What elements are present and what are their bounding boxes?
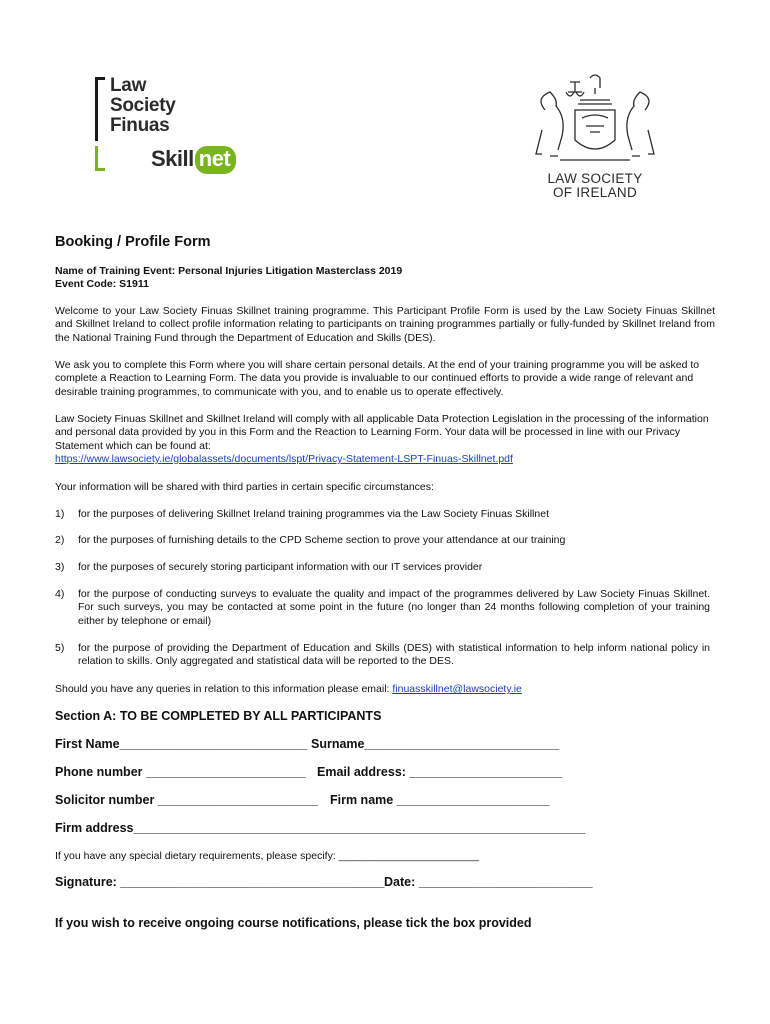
list-item: for the purposes of furnishing details to the CPD Scheme section to prove your attendance at our training: [78, 534, 566, 546]
surname-field[interactable]: Surname____________________________: [311, 737, 560, 751]
list-item: for the purposes of delivering Skillnet Ireland training programmes via the Law Society Finuas Skillnet: [78, 508, 549, 520]
list-item-number: 5): [55, 642, 65, 654]
first-name-field[interactable]: First Name___________________________: [55, 737, 308, 751]
date-field[interactable]: Date: _________________________: [384, 875, 593, 889]
queries-line: [55, 683, 715, 696]
email-field[interactable]: Email address: ______________________: [317, 765, 563, 779]
event-code: Event Code: S1911: [55, 278, 149, 290]
queries-text: Should you have any queries in relation to this information please email:: [55, 683, 393, 695]
privacy-statement-link[interactable]: https://www.lawsociety.ie/globalassets/documents/lspt/Privacy-Statement-LSPT-Finuas-Skillnet.pdf: [55, 453, 513, 465]
skillnet-logo: Skill net: [151, 146, 236, 174]
list-item: for the purposes of securely storing participant information with our IT services provider: [78, 561, 483, 573]
notifications-instruction: If you wish to receive ongoing course notifications, please tick the box provided: [55, 916, 532, 930]
solicitor-number-field[interactable]: Solicitor number _______________________: [55, 793, 318, 807]
phone-field[interactable]: Phone number _______________________: [55, 765, 306, 779]
list-item-number: 2): [55, 534, 65, 546]
intro-paragraph: Welcome to your Law Society Finuas Skillnet training programme. This Participant Profile Form is used by the Law Society Finuas Skillnet and Skillnet Ireland to collect profile information relating to participants on training programmes partially or fully-funded by Skillnet Ireland from the National Training Fund through the Department of Education and Skills (DES).: [55, 305, 715, 344]
list-item-number: 1): [55, 508, 65, 520]
signature-field[interactable]: Signature: ______________________________________: [55, 875, 385, 889]
list-item-number: 3): [55, 561, 65, 573]
queries-email-link[interactable]: finuasskillnet@lawsociety.ie: [392, 683, 522, 695]
shared-intro: Your information will be shared with third parties in certain specific circumstances:: [55, 481, 434, 493]
logo-bracket-top: [95, 77, 98, 141]
data-paragraph: We ask you to complete this Form where you will share certain personal details. At the end of your training programme you will be asked to complete a Reaction to Learning Form. The data you provide is invaluable to our continued efforts to provide a wide range of relevant and desirable training programmes, to communicate with you, and to enable us to operate effectively.: [55, 359, 700, 398]
section-a-heading: Section A: TO BE COMPLETED BY ALL PARTICIPANTS: [55, 709, 382, 723]
logo-bracket-tick: [95, 77, 105, 80]
list-item: for the purpose of conducting surveys to evaluate the quality and impact of the programmes delivered by Law Society Finuas Skillnet. For such surveys, you may be contacted at some point in the future (no longer than 24 months following completion of your training either by telephone or email): [78, 588, 710, 627]
list-item-number: 4): [55, 588, 65, 600]
law-society-finuas-logo: Law Society Finuas: [110, 75, 176, 136]
firm-name-field[interactable]: Firm name ______________________: [330, 793, 550, 807]
logo-bracket-tick-green: [95, 168, 105, 171]
law-society-of-ireland-name: LAW SOCIETY OF IRELAND: [547, 171, 643, 200]
firm-address-field[interactable]: Firm address_________________________________________________________________: [55, 821, 586, 835]
list-item: for the purpose of providing the Department of Education and Skills (DES) with statistical information to help inform national policy in relation to skills. Only aggregated and statistical data will be reported to the DES.: [78, 642, 710, 668]
page-title: Booking / Profile Form: [55, 234, 211, 250]
event-name: Name of Training Event: Personal Injuries Litigation Masterclass 2019: [55, 265, 403, 277]
privacy-paragraph: Law Society Finuas Skillnet and Skillnet Ireland will comply with all applicable Data Protection Legislation in the processing of the information and personal data provided by you in this Form and the Reaction to Learning Form. Your data will be processed in line with our Privacy Statement which can be found at:: [55, 413, 709, 452]
dietary-field[interactable]: If you have any special dietary requirements, please specify: ________________________: [55, 850, 479, 862]
law-society-crest-icon: [520, 70, 670, 170]
